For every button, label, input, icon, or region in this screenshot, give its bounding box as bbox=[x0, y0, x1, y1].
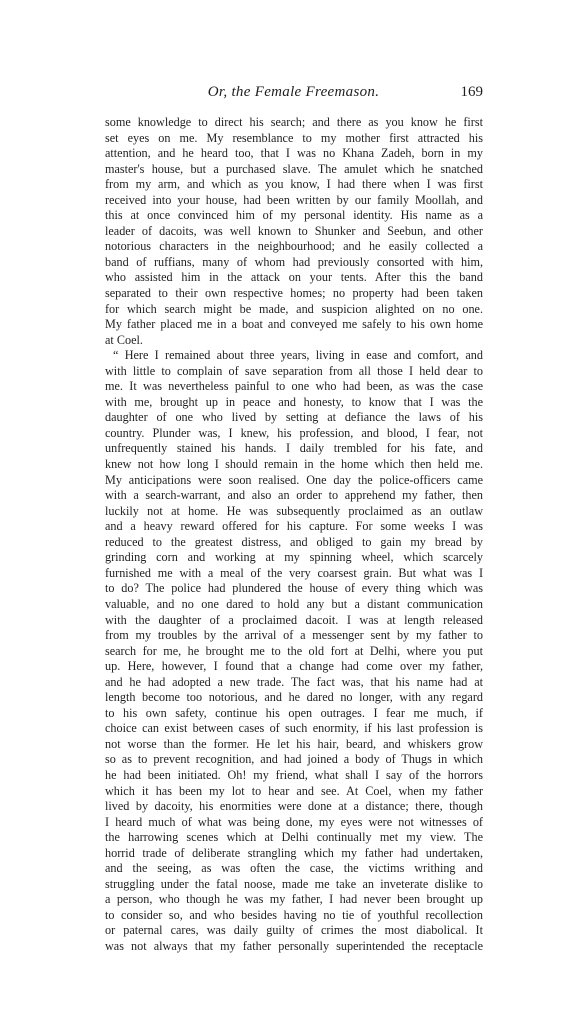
text-line: he had been initiated. Oh! my friend, what shall I say of the horrors bbox=[105, 767, 483, 782]
text-line: received into your house, had been written by our family Moollah, and bbox=[105, 192, 483, 207]
text-line: to his own safety, continue his open outrages. I fear me much, if bbox=[105, 705, 483, 720]
text-line: the harrowing scenes which at Delhi continually met my view. The bbox=[105, 830, 483, 845]
text-line: luckily not at home. He was subsequently proclaimed as an outlaw bbox=[105, 503, 483, 518]
text-line: attention, and he heard too, that I was no Khana Zadeh, born in my bbox=[105, 146, 483, 161]
text-line: daughter of one who lived by setting at defiance the laws of his bbox=[105, 410, 483, 425]
text-line: lived by dacoity, his enormities were done at a distance; there, though bbox=[105, 799, 483, 814]
text-line: horrid trade of deliberate strangling which my father had undertaken, bbox=[105, 845, 483, 860]
text-line: My father placed me in a boat and conveyed me safely to his own home bbox=[105, 317, 483, 332]
text-line: struggling under the fatal noose, made me take an inveterate dislike to bbox=[105, 876, 483, 891]
text-line: grinding corn and working at my spinning wheel, which scarcely bbox=[105, 550, 483, 565]
text-line: furnished me with a meal of the very coarsest grain. But what was I bbox=[105, 565, 483, 580]
text-line: who assisted him in the attack on your tents. After this the band bbox=[105, 270, 483, 285]
text-line: this at once convinced him of my personal identity. His name as a bbox=[105, 208, 483, 223]
running-head bbox=[0, 84, 587, 104]
text-line: not worse than the former. He let his hair, beard, and whiskers grow bbox=[105, 736, 483, 751]
text-line: leader of dacoits, was well known to Shunker and Seebun, and other bbox=[105, 223, 483, 238]
text-line: My anticipations were soon realised. One day the police-officers came bbox=[105, 472, 483, 487]
body-text bbox=[105, 115, 483, 955]
text-line: separated to their own respective homes; no property had been taken bbox=[105, 286, 483, 301]
text-line: country. Plunder was, I knew, his profession, and blood, I fear, not bbox=[105, 425, 483, 440]
text-line: with me, brought up in peace and honesty, to know that I was the bbox=[105, 394, 483, 409]
text-line: was not always that my father personally superintended the receptacle bbox=[105, 938, 483, 953]
text-line: which it has been my lot to hear and see. At Coel, when my father bbox=[105, 783, 483, 798]
text-line: master's house, but a purchased slave. The amulet which he snatched bbox=[105, 161, 483, 176]
text-line: up. Here, however, I found that a change had come over my father, bbox=[105, 659, 483, 674]
text-line: notorious characters in the neighbourhood; and he easily collected a bbox=[105, 239, 483, 254]
text-line: reduced to the greatest distress, and obliged to gain my bread by bbox=[105, 534, 483, 549]
text-line: and he had adopted a new trade. The fact was, that his name had at bbox=[105, 674, 483, 689]
text-line: from my troubles by the arrival of a messenger sent by my father to bbox=[105, 628, 483, 643]
text-line: to do? The police had plundered the house of every thing which was bbox=[105, 581, 483, 596]
text-line: from my arm, and which as you know, I had there when I was first bbox=[105, 177, 483, 192]
page-number: 169 bbox=[460, 84, 483, 100]
text-line: me. It was nevertheless painful to one who had been, as was the case bbox=[105, 379, 483, 394]
text-line: choice can exist between cases of such enormity, if his last profession is bbox=[105, 721, 483, 736]
text-line: I heard much of what was being done, my eyes were not witnesses of bbox=[105, 814, 483, 829]
text-line: and a heavy reward offered for his capture. For some weeks I was bbox=[105, 519, 483, 534]
text-line: length become too notorious, and he dared no longer, with any regard bbox=[105, 690, 483, 705]
running-title: Or, the Female Freemason. bbox=[207, 84, 380, 100]
text-line: with a search-warrant, and also an order to apprehend my father, then bbox=[105, 488, 483, 503]
text-line: with the daughter of a proclaimed dacoit. I was at length released bbox=[105, 612, 483, 627]
text-line: unfrequently stained his hands. I daily trembled for his fate, and bbox=[105, 441, 483, 456]
text-line: to consider so, and who besides having no tie of youthful recollection bbox=[105, 907, 483, 922]
text-line: for which search might be made, and suspicion alighted on no one. bbox=[105, 301, 483, 316]
text-line: or paternal cares, was daily guilty of crimes the most diabolical. It bbox=[105, 923, 483, 938]
text-line: valuable, and no one dared to hold any but a distant communication bbox=[105, 596, 483, 611]
text-line: “ Here I remained about three years, living in ease and comfort, and bbox=[113, 348, 483, 363]
text-line: some knowledge to direct his search; and there as you know he first bbox=[105, 115, 483, 129]
text-line: set eyes on me. My resemblance to my mother first attracted his bbox=[105, 130, 483, 145]
text-line: and the seeing, as was often the case, the victims writhing and bbox=[105, 861, 483, 876]
text-line: at Coel. bbox=[105, 332, 143, 347]
text-line: search for me, he brought me to the old fort at Delhi, where you put bbox=[105, 643, 483, 658]
text-line: so as to prevent recognition, and had joined a body of Thugs in which bbox=[105, 752, 483, 767]
text-line: band of ruffians, many of whom had previously consorted with him, bbox=[105, 254, 483, 269]
text-line: a person, who though he was my father, I had never been brought up bbox=[105, 892, 483, 907]
text-line: with little to complain of save separation from all those I held dear to bbox=[105, 363, 483, 378]
text-line: knew not how long I should remain in the home which then held me. bbox=[105, 457, 483, 472]
